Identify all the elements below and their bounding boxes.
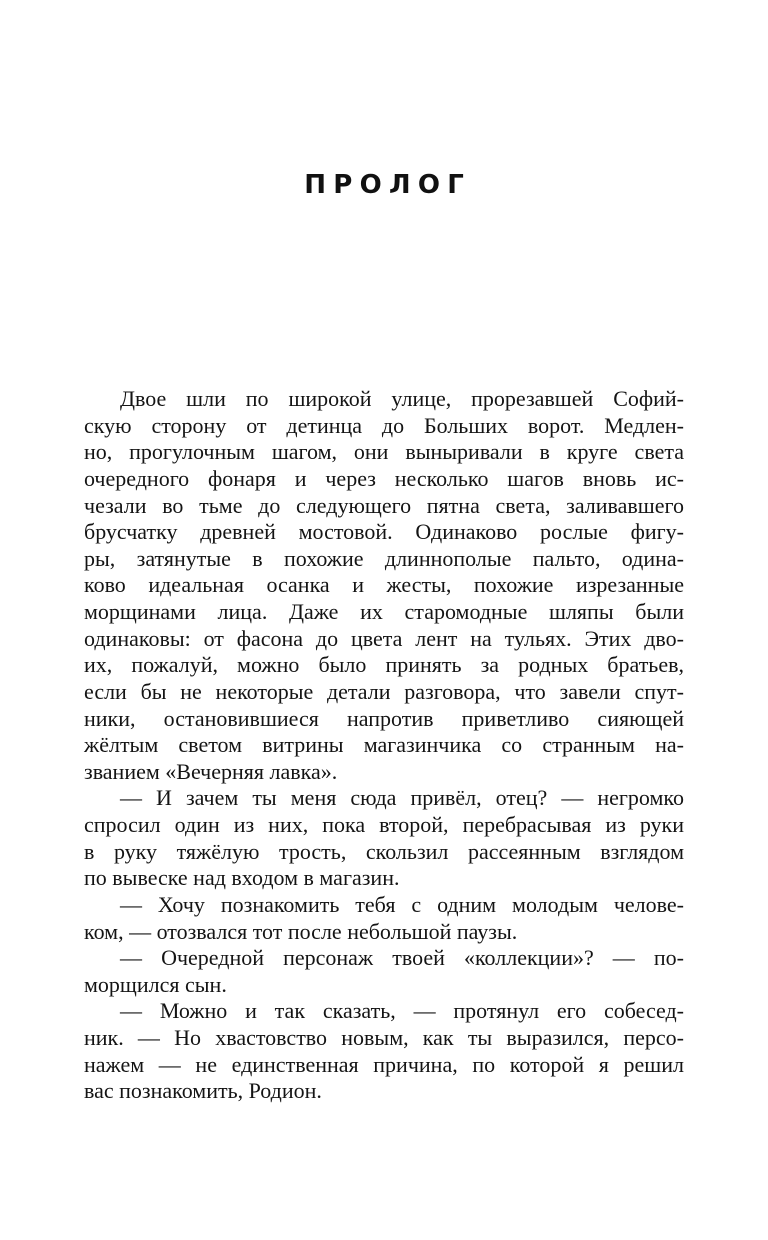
text-line: жёлтым светом витрины магазинчика со странным на- xyxy=(84,732,684,758)
text-line: — И зачем ты меня сюда привёл, отец? — негромко xyxy=(120,785,684,811)
text-line: брусчатку древней мостовой. Одинаково рослые фигу- xyxy=(84,519,684,545)
text-line: их, пожалуй, можно было принять за родных братьев, xyxy=(84,652,684,678)
text-line: скую сторону от детинца до Больших ворот. Медлен- xyxy=(84,412,684,438)
text-line: нажем — не единственная причина, по которой я решил xyxy=(84,1051,684,1077)
chapter-title: ПРОЛОГ xyxy=(304,170,472,200)
text-line: морщился сын. xyxy=(84,971,227,997)
text-line: по вывеске над входом в магазин. xyxy=(84,865,400,891)
paragraph xyxy=(84,386,684,785)
text-line: — Очередной персонаж твоей «коллекции»? — по- xyxy=(120,945,684,971)
text-line: но, прогулочным шагом, они выныривали в круге света xyxy=(84,439,684,465)
paragraph xyxy=(84,945,684,998)
body-text xyxy=(84,386,684,1105)
text-line: званием «Вечерняя лавка». xyxy=(84,758,338,784)
text-line: очередного фонаря и через несколько шагов вновь ис- xyxy=(84,465,684,491)
text-line: если бы не некоторые детали разговора, что завели спут- xyxy=(84,678,684,704)
paragraph xyxy=(84,892,684,945)
text-line: ники, остановившиеся напротив приветливо сияющей xyxy=(84,705,684,731)
paragraph xyxy=(84,998,684,1105)
text-line: ково идеальная осанка и жесты, похожие изрезанные xyxy=(84,572,684,598)
text-line: — Можно и так сказать, — протянул его собесед- xyxy=(120,998,684,1024)
text-line: Двое шли по широкой улице, прорезавшей Софий- xyxy=(120,386,684,411)
text-line: в руку тяжёлую трость, скользил рассеянным взглядом xyxy=(84,838,684,864)
text-line: одинаковы: от фасона до цвета лент на тульях. Этих дво- xyxy=(84,625,684,651)
text-line: вас познакомить, Родион. xyxy=(84,1078,322,1104)
text-line: ком, — отозвался тот после небольшой паузы. xyxy=(84,918,518,944)
text-line: морщинами лица. Даже их старомодные шляпы были xyxy=(84,599,684,624)
text-line: ры, затянутые в похожие длиннополые пальто, одина- xyxy=(84,545,684,571)
text-line: — Хочу познакомить тебя с одним молодым челове- xyxy=(120,891,684,917)
text-line: чезали во тьме до следующего пятна света, заливавшего xyxy=(84,492,684,518)
text-line: ник. — Но хвастовство новым, как ты выразился, персо- xyxy=(84,1025,684,1050)
paragraph xyxy=(84,785,684,892)
text-line: спросил один из них, пока второй, перебрасывая из руки xyxy=(84,812,684,837)
